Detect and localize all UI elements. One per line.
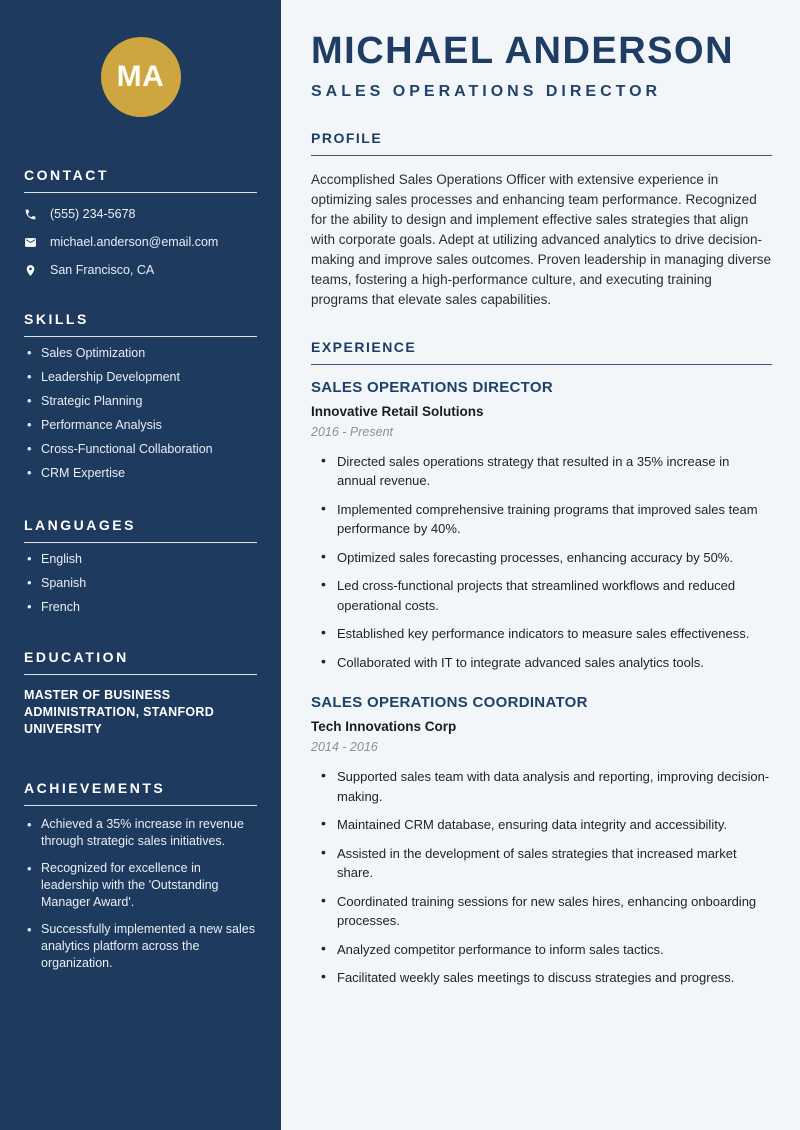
job-dates: 2016 - Present [311, 424, 393, 439]
person-title: SALES OPERATIONS DIRECTOR [311, 82, 662, 100]
phone-icon [24, 208, 37, 221]
job-bullet: • Coordinated training sessions for new sales hires, enhancing onboarding processes. [311, 892, 772, 931]
experience-section [311, 339, 772, 988]
job-bullet: • Led cross-functional projects that streamlined workflows and reduced operational costs. [311, 576, 772, 615]
languages-section [24, 517, 257, 615]
skill-item: • Cross-Functional Collaboration [24, 442, 257, 457]
education-section [24, 649, 257, 738]
profile-text: Accomplished Sales Operations Officer with extensive experience in optimizing sales processes and enhancing team performance. Recognized for the ability to design and implement effective sales strategies that align with corporate goals. Adept at utilizing advanced analytics to drive decision-making and improve sales outcomes. Proven leadership in managing diverse teams, fostering a high-performance culture, and executing training programs that elevate sales capabilities. [311, 171, 771, 307]
achievements-heading: ACHIEVEMENTS [24, 780, 257, 806]
achievement-item: • Achieved a 35% increase in revenue through strategic sales initiatives. [24, 816, 257, 850]
contact-section [24, 167, 257, 277]
job-bullet: • Facilitated weekly sales meetings to discuss strategies and progress. [311, 968, 772, 988]
language-item: • Spanish [24, 576, 257, 591]
job-bullet: • Directed sales operations strategy that resulted in a 35% increase in annual revenue. [311, 452, 772, 491]
achievement-item: • Successfully implemented a new sales analytics platform across the organization. [24, 921, 257, 972]
job-bullet: • Assisted in the development of sales strategies that increased market share. [311, 844, 772, 883]
contact-row-location [24, 263, 257, 277]
skill-item: • Strategic Planning [24, 394, 257, 409]
sidebar [0, 0, 281, 1130]
skill-item: • Performance Analysis [24, 418, 257, 433]
job-bullet: • Implemented comprehensive training programs that improved sales team performance by 40%. [311, 500, 772, 539]
job-bullet: • Supported sales team with data analysis and reporting, improving decision-making. [311, 767, 772, 806]
avatar [101, 37, 181, 117]
language-item: • English [24, 552, 257, 567]
job-bullet: • Collaborated with IT to integrate advanced sales analytics tools. [311, 653, 772, 673]
education-degree: MASTER OF BUSINESS ADMINISTRATION, STANFORD UNIVERSITY [24, 688, 215, 736]
job-bullet: • Analyzed competitor performance to inform sales tactics. [311, 940, 772, 960]
job-entry [311, 379, 772, 673]
achievement-item: • Recognized for excellence in leadership with the 'Outstanding Manager Award'. [24, 860, 257, 911]
skills-heading: SKILLS [24, 311, 257, 337]
job-bullet: • Maintained CRM database, ensuring data integrity and accessibility. [311, 815, 772, 835]
profile-heading: PROFILE [311, 130, 772, 156]
skill-item: • Leadership Development [24, 370, 257, 385]
language-item: • French [24, 600, 257, 615]
contact-row-phone [24, 207, 257, 221]
job-company: Innovative Retail Solutions [311, 403, 484, 419]
achievements-list [24, 816, 257, 972]
contact-phone-text: (555) 234-5678 [50, 207, 136, 221]
education-heading: EDUCATION [24, 649, 257, 675]
contact-email-text: michael.anderson@email.com [50, 235, 219, 249]
email-icon [24, 236, 37, 249]
contact-heading: CONTACT [24, 167, 257, 193]
job-title: SALES OPERATIONS COORDINATOR [311, 694, 588, 712]
skills-list [24, 346, 257, 481]
skills-section [24, 311, 257, 481]
job-company: Tech Innovations Corp [311, 719, 457, 735]
contact-location-text: San Francisco, CA [50, 263, 155, 277]
person-name: MICHAEL ANDERSON [311, 30, 735, 72]
achievements-section [24, 780, 257, 972]
location-icon [24, 264, 37, 277]
job-dates: 2014 - 2016 [311, 740, 378, 755]
job-bullets [311, 767, 772, 988]
job-title: SALES OPERATIONS DIRECTOR [311, 378, 553, 396]
languages-heading: LANGUAGES [24, 517, 257, 543]
profile-section [311, 130, 772, 310]
languages-list [24, 552, 257, 615]
avatar-initials: MA [116, 60, 165, 93]
job-bullets [311, 452, 772, 673]
skill-item: • Sales Optimization [24, 346, 257, 361]
job-entry [311, 694, 772, 988]
main-content [281, 0, 800, 1130]
skill-item: • CRM Expertise [24, 466, 257, 481]
job-bullet: • Optimized sales forecasting processes, enhancing accuracy by 50%. [311, 548, 772, 568]
experience-heading: EXPERIENCE [311, 339, 772, 365]
contact-row-email [24, 235, 257, 249]
job-bullet: • Established key performance indicators to measure sales effectiveness. [311, 624, 772, 644]
